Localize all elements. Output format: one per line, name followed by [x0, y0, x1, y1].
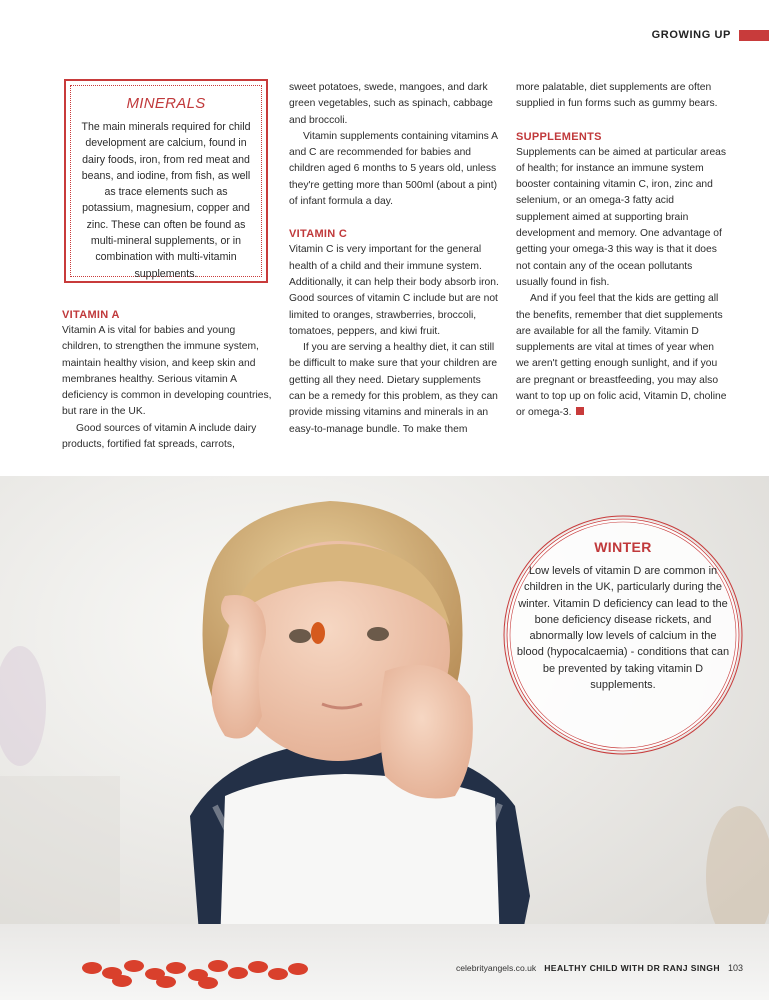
page-number: 103	[727, 963, 743, 973]
column-2-paragraph-1: sweet potatoes, swede, mangoes, and dark green vegetables, such as spinach, cabbage and broccoli.	[289, 82, 493, 126]
vitamin-c-paragraph-2: If you are serving a healthy diet, it can still be difficult to make sure that your children are getting all they need. Dietary supplements can be a remedy for this problem, as they can provide missing vitamins and minerals in an easy-to-manage bundle. To make them	[289, 342, 498, 435]
supplements-paragraph-1: Supplements can be aimed at particular areas of health; for instance an immune system booster containing vitamin C, iron, zinc and selenium, or an omega-3 fatty acid supplement aimed at supporting brain development and memory. One advantage of getting your omega-3 this way is that it does not contain any of the ocean pollutants usually found in fish.	[516, 146, 727, 288]
section-label: GROWING UP	[651, 29, 731, 41]
column-3-paragraph-1: more palatable, diet supplements are often supplied in fun forms such as gummy bears.	[516, 82, 718, 110]
winter-callout	[501, 513, 745, 757]
vitamin-c-heading: VITAMIN C	[289, 228, 348, 241]
minerals-box	[64, 79, 268, 283]
hand-on-cheek	[380, 665, 473, 799]
vitamin-a-paragraph-1: Vitamin A is vital for babies and young children, to strengthen the immune system, maintain healthy vision, and keep skin and membranes healthy. Serious vitamin A deficiency is common in developing countries, but rare in the UK.	[62, 325, 272, 418]
column-1	[62, 307, 272, 453]
minerals-text: The main minerals required for child development are calcium, found in dairy foods, iron, from red meat and beans, and iodine, from fish, as well as trace elements such as potassium, magnesium, copper and zinc. These can often be found as multi-mineral supplements, or in combination with multi-vitamin supplements.	[81, 121, 251, 280]
footer-magazine-title: HEALTHY CHILD WITH DR RANJ SINGH	[544, 963, 720, 973]
vitamin-c-paragraph-1: Vitamin C is very important for the general health of a child and their immune system. Additionally, it can help their body absorb iron. Good sources of vitamin C include but are not limited to oranges, strawberries, broccoli, tomatoes, peppers, and kiwi fruit.	[289, 244, 499, 337]
winter-text: Low levels of vitamin D are common in children in the UK, particularly during the winter. Vitamin D deficiency can lead to the bone deficiency disease rickets, and abnormally low levels of calcium in the blood (hypocalcaemia) - conditions that can be prevented by taking vitamin D supplements.	[516, 565, 730, 692]
vitamin-a-paragraph-2: Good sources of vitamin A include dairy products, fortified fat spreads, carrots,	[62, 422, 257, 451]
section-tag	[652, 27, 769, 43]
winter-title: WINTER	[594, 539, 652, 555]
vitamin-a-heading: VITAMIN A	[62, 309, 120, 321]
footer-site[interactable]: celebrityangels.co.uk	[455, 963, 537, 973]
supplements-paragraph-2-text: And if you feel that the kids are getting all the benefits, remember that diet supplements are available for all the family. Vitamin D supplements are vital at times of year when we aren't getting enough sunlight, and if you are pregnant or breastfeeding, you may also want to top up on folic acid, Vitamin D, choline or omega-3.	[516, 293, 727, 419]
section-marker	[739, 30, 769, 41]
column-2	[289, 80, 499, 438]
end-mark-icon	[576, 407, 584, 415]
table	[0, 924, 769, 1000]
minerals-title: MINERALS	[126, 95, 206, 112]
column-2-paragraph-2: Vitamin supplements containing vitamins A and C are recommended for babies and children aged 6 months to 5 years old, unless they're getting more than 500ml (about a pint) of infant formula a day.	[289, 130, 498, 208]
apron	[220, 774, 500, 946]
column-3	[516, 80, 727, 422]
vitamin-capsule	[311, 622, 325, 644]
supplements-heading: SUPPLEMENTS	[516, 130, 602, 143]
footer	[456, 963, 743, 973]
supplements-paragraph-2	[516, 291, 727, 421]
